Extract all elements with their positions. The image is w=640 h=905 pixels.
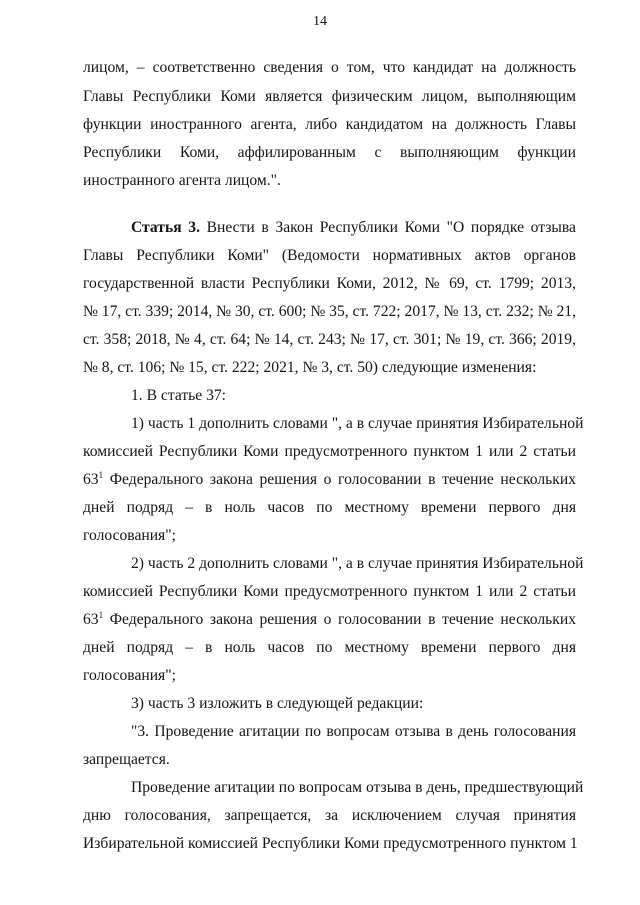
- text-line: лицом, – соответственно сведения о том, что кандидат на должность: [83, 59, 576, 76]
- article-title: Статья 3.: [131, 219, 200, 236]
- text-segment: Федерального закона решения о голосовании в течение нескольких: [103, 611, 576, 628]
- text-line: Главы Республики Коми" (Ведомости нормативных актов органов: [83, 247, 576, 264]
- text-line: "3. Проведение агитации по вопросам отзыва в день голосования: [131, 723, 576, 740]
- text-line: комиссией Республики Коми предусмотренного пунктом 1 или 2 статьи: [83, 443, 576, 460]
- text-line: голосования";: [83, 527, 176, 544]
- article-number: 63: [83, 611, 99, 628]
- text-line: комиссией Республики Коми предусмотренного пунктом 1 или 2 статьи: [83, 583, 576, 600]
- superscript: 1: [98, 610, 104, 620]
- text-line: запрещается.: [83, 751, 170, 768]
- text-line: государственной власти Республики Коми, 2012, № 69, ст. 1799; 2013,: [83, 275, 576, 292]
- text-line: № 17, ст. 339; 2014, № 30, ст. 600; № 35, ст. 722; 2017, № 13, ст. 232; № 21,: [83, 303, 576, 320]
- text-line: Главы Республики Коми является физическим лицом, выполняющим: [83, 88, 576, 105]
- text-line: голосования";: [83, 667, 176, 684]
- text-line: 2) часть 2 дополнить словами ", а в случае принятия Избирательной: [131, 555, 584, 572]
- text-line: ст. 358; 2018, № 4, ст. 64; № 14, ст. 243; № 17, ст. 301; № 19, ст. 366; 2019,: [83, 331, 576, 348]
- text-segment: Федерального закона решения о голосовании в течение нескольких: [103, 471, 576, 488]
- page-number: 14: [313, 14, 327, 29]
- text-line: функции иностранного агента, либо кандидатом на должность Главы: [83, 116, 576, 133]
- text-line: № 8, ст. 106; № 15, ст. 222; 2021, № 3, ст. 50) следующие изменения:: [83, 359, 537, 376]
- text-line: Избирательной комиссией Республики Коми предусмотренного пунктом 1: [83, 835, 578, 852]
- text-line: Проведение агитации по вопросам отзыва в день, предшествующий: [131, 779, 584, 796]
- text-line: дней подряд – в ноль часов по местному времени первого дня: [83, 639, 576, 656]
- text-line: иностранного агента лицом.".: [83, 172, 281, 189]
- text-line: 3) часть 3 изложить в следующей редакции:: [131, 695, 424, 712]
- text-line: 1) часть 1 дополнить словами ", а в случае принятия Избирательной: [131, 415, 584, 432]
- article-number: 63: [83, 471, 99, 488]
- text-line-with-superscript: [83, 470, 576, 490]
- list-item-heading: 1. В статье 37:: [131, 387, 227, 404]
- article-text: Внести в Закон Республики Коми "О порядке отзыва: [199, 219, 576, 236]
- superscript: 1: [98, 470, 104, 480]
- text-line: дней подряд – в ноль часов по местному времени первого дня: [83, 499, 576, 516]
- text-line-with-superscript: [83, 610, 576, 630]
- text-line: Республики Коми, аффилированным с выполняющим функции: [83, 144, 576, 161]
- text-line: дню голосования, запрещается, за исключением случая принятия: [83, 807, 576, 824]
- article-heading-line: [131, 218, 576, 238]
